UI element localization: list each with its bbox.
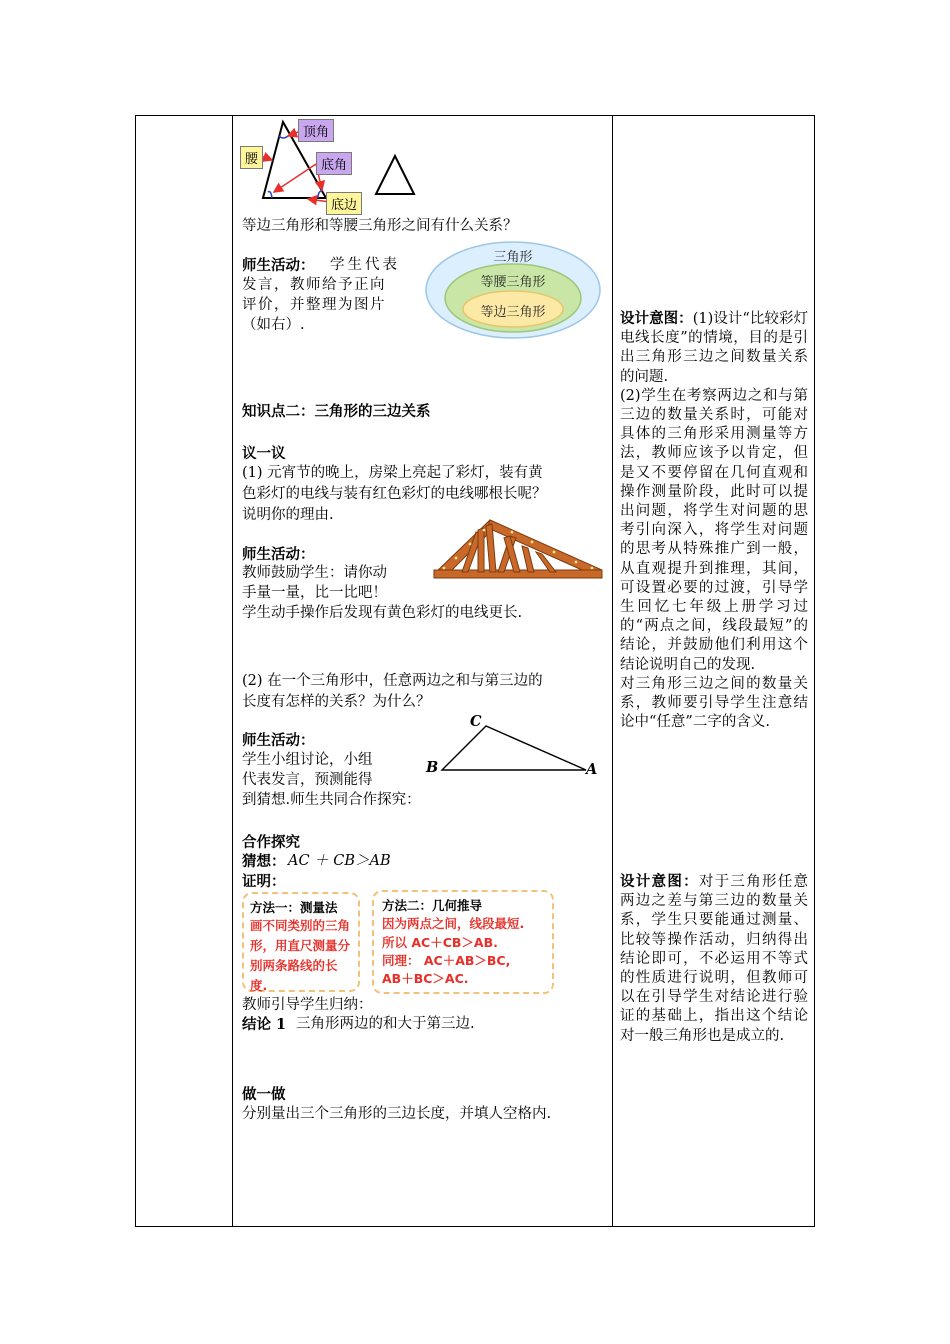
activity-2-line-2: 手量一量，比一比吧！ <box>242 585 387 601</box>
method2-box <box>372 890 554 994</box>
discuss-q1-line-1: (1) 元宵节的晚上，房梁上亮起了彩灯，装有黄 <box>242 465 543 481</box>
activity-2-line-3: 学生动手操作后发现有黄色彩灯的电线更长. <box>242 605 523 621</box>
discuss-title: 议一议 <box>242 445 286 462</box>
design1-paragraph-3: 对三角形三边之间的数量关系，教师要引导学生注意结论中“任意”二字的含义. <box>620 675 808 731</box>
q2-line-1: (2) 在一个三角形中，任意两边之和与第三边的 <box>242 673 543 689</box>
activity-2-line-1: 教师鼓励学生：请你动 <box>242 565 387 581</box>
design-intent-2 <box>620 872 808 1046</box>
proof-label: 证明： <box>242 873 286 890</box>
method2-line-4: AB＋BC＞AC. <box>382 971 469 986</box>
doit-text: 分别量出三个三角形的三边长度，并填人空格内. <box>242 1106 552 1122</box>
discuss-q1-line-2: 色彩灯的电线与装有红色彩灯的电线哪根长呢？ <box>242 486 547 502</box>
q2-line-2: 长度有怎样的关系？为什么？ <box>242 694 431 710</box>
guess-label: 猜想： <box>242 853 286 870</box>
design1-paragraph-1: (1)设计“比较彩灯电线长度”的情境，目的是引出三角形三边之间数量关系的问题. <box>620 311 809 385</box>
conclusion-label: 结论 1 <box>242 1016 287 1033</box>
venn-inner-label: 等边三角形 <box>480 305 546 320</box>
method1-title: 方法一：测量法 <box>250 900 338 915</box>
design-intent-1 <box>620 309 808 732</box>
column-divider-left <box>232 116 233 1226</box>
activity-text-1-line-4: （如右）. <box>242 317 305 333</box>
design1-paragraph-2: (2)学生在考察两边之和与第三边的数量关系时，可能对具体的三角形采用测量等方法，教师应该予以肯定，但是又不要停留在几何直观和操作测量阶段，此时可以提出问题，将学生对问题的思考引向深入，将学生对问题的思考从特殊推广到一般，从直观提升到推理，其间，可设置必要的过渡，引导学生回忆七年级上册学习过的“两点之间，线段最短”的结论，并鼓励他们利用这个结论说明自己的发现. <box>620 387 808 673</box>
guess-formula: AC ＋ CB＞AB <box>288 853 391 869</box>
venn-middle-label: 等腰三角形 <box>480 275 546 290</box>
coop-title: 合作探究 <box>242 834 300 851</box>
roof-truss-image <box>432 518 604 582</box>
activity-label-3: 师生活动： <box>242 732 315 749</box>
method1-box <box>242 892 360 992</box>
method2-line-1: 因为两点之间，线段最短. <box>382 916 525 931</box>
leg-label: 腰 <box>240 146 263 169</box>
discuss-q1-line-3: 说明你的理由. <box>242 507 334 523</box>
method1-body: 画不同类别的三角形，用直尺测量分别两条路线的长度. <box>250 918 351 993</box>
knowledge-point-2: 知识点二：三角形的三边关系 <box>242 403 431 420</box>
design1-label: 设计意图： <box>620 310 693 327</box>
conclusion-text: 三角形两边的和大于第三边. <box>296 1016 475 1032</box>
vertex-c-label: C <box>470 713 482 730</box>
activity-text-1-line-2: 发言，教师给予正向 <box>242 277 386 293</box>
design2-label: 设计意图： <box>620 873 699 890</box>
base-angle-label: 底角 <box>316 152 352 175</box>
doit-title: 做一做 <box>242 1086 286 1103</box>
triangle-abc <box>424 712 604 782</box>
activity-3-line-3: 到猜想.师生共同合作探究： <box>242 792 421 808</box>
method2-line-2: 所以 AC＋CB＞AB. <box>382 935 498 950</box>
activity-text-1-line-3: 评价，并整理为图片 <box>242 297 386 313</box>
question-triangle-relation: 等边三角形和等腰三角形之间有什么关系？ <box>242 218 518 234</box>
column-divider-right <box>612 116 613 1226</box>
method2-line-3: 同理： AC＋AB＞BC, <box>382 953 511 968</box>
vertex-b-label: B <box>426 759 439 776</box>
activity-label-2: 师生活动： <box>242 546 315 563</box>
activity-text-1-line-1: 学生代表 <box>330 257 400 273</box>
venn-outer-label: 三角形 <box>493 250 533 265</box>
activity-3-line-2: 代表发言，预测能得 <box>242 772 373 788</box>
apex-angle-label: 顶角 <box>298 119 334 142</box>
activity-label-1: 师生活动： <box>242 257 315 274</box>
vertex-a-label: A <box>586 761 598 778</box>
summary-intro: 教师引导学生归纳： <box>242 997 373 1013</box>
base-label: 底边 <box>326 192 362 215</box>
activity-3-line-1: 学生小组讨论，小组 <box>242 752 373 768</box>
design2-text: 对于三角形任意两边之差与第三边的数量关系，学生只要能通过测量、比较等操作活动，归纳得出结论即可，不必运用不等式的性质进行说明，但教师可以在引导学生对结论进行验证的基础上，指出这个结论对一般三角形也是成立的. <box>620 874 809 1044</box>
method2-title: 方法二：几何推导 <box>382 898 483 913</box>
